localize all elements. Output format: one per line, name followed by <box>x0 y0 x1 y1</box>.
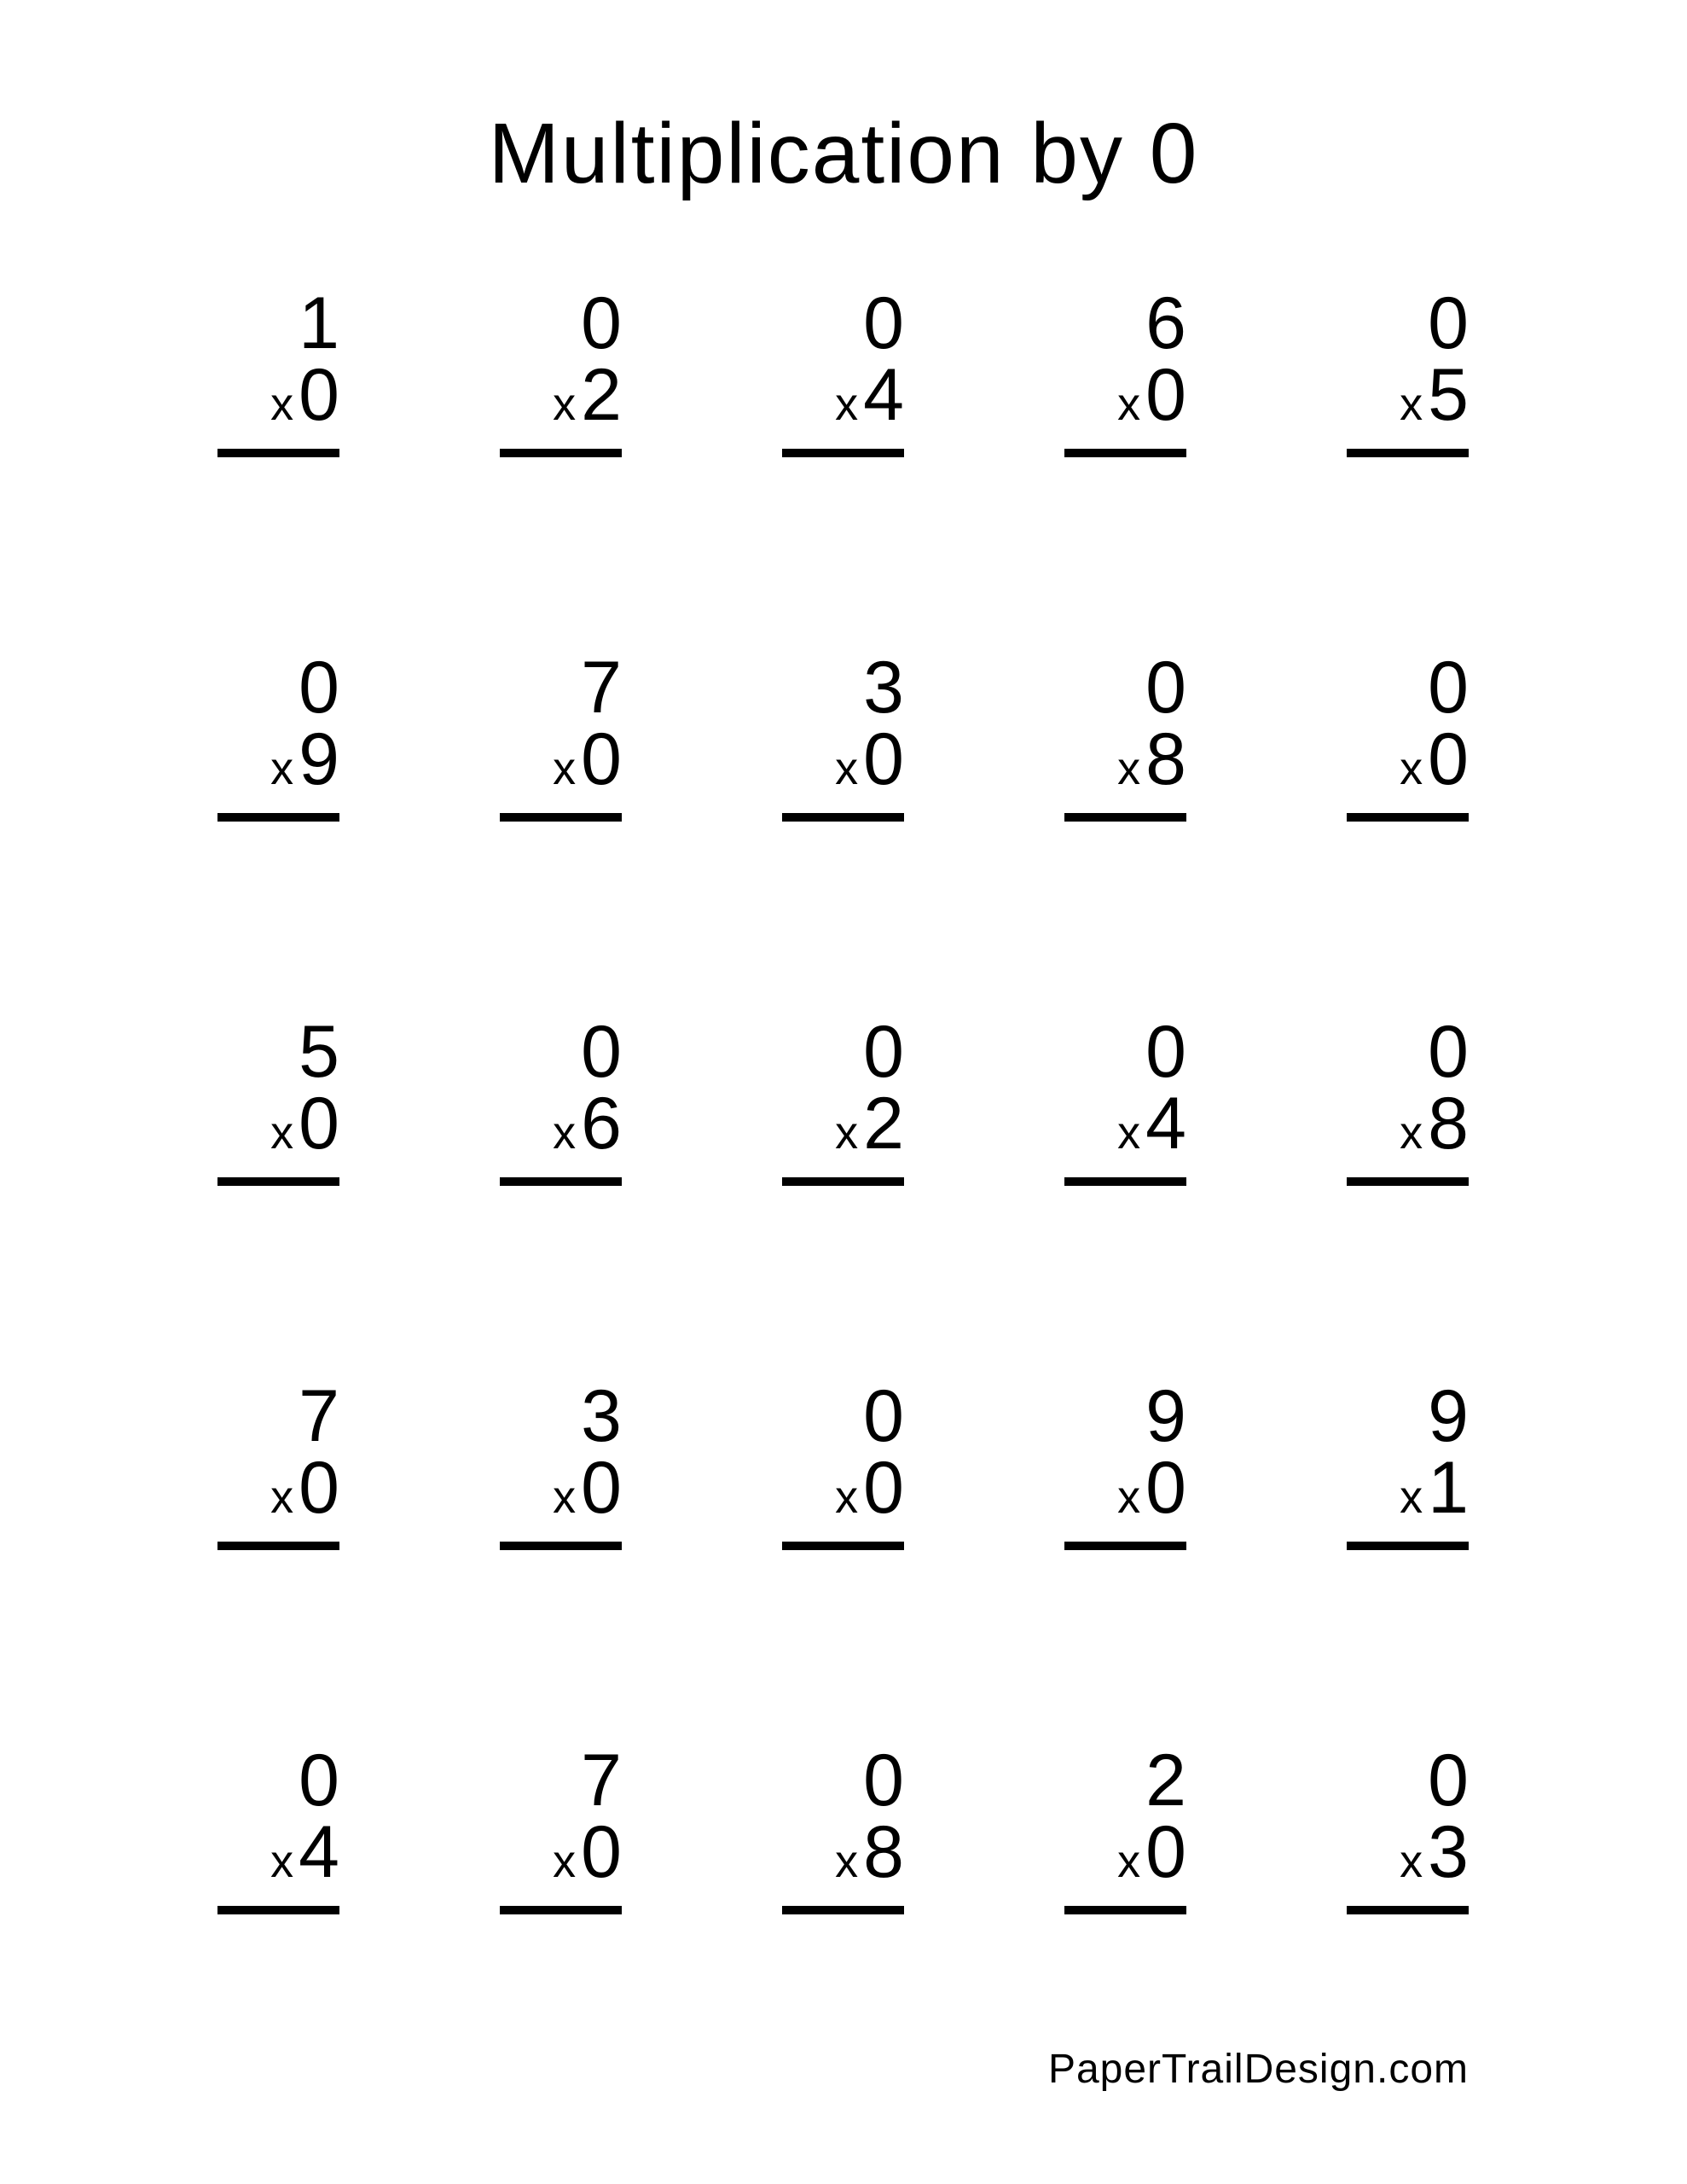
multiplier: 0 <box>299 1447 339 1529</box>
multiply-sign: x <box>835 743 859 794</box>
multiply-sign: x <box>1117 1836 1141 1887</box>
multiplier: 0 <box>1428 718 1469 800</box>
operator-row <box>1347 1083 1469 1169</box>
multiplier: 4 <box>299 1811 339 1893</box>
answer-line <box>500 449 622 457</box>
multiply-sign: x <box>835 1836 859 1887</box>
multiply-sign: x <box>270 379 294 430</box>
multiplication-problem <box>217 647 339 1016</box>
multiplier: 0 <box>581 1811 622 1893</box>
answer-line <box>500 813 622 822</box>
multiplier: 9 <box>299 718 339 800</box>
operator-row <box>782 1447 904 1533</box>
worksheet-title: Multiplication by 0 <box>488 106 1199 201</box>
multiplier: 1 <box>1428 1447 1469 1529</box>
multiply-sign: x <box>1117 379 1141 430</box>
operator-row <box>500 354 622 440</box>
answer-line <box>217 813 339 822</box>
answer-line <box>1347 1906 1469 1914</box>
answer-line <box>500 1542 622 1550</box>
operator-row <box>217 1811 339 1897</box>
answer-line <box>1347 813 1469 822</box>
multiplicand: 0 <box>1145 647 1186 729</box>
operator-row <box>217 718 339 804</box>
multiplication-problem <box>500 1375 622 1745</box>
multiply-sign: x <box>1117 1107 1141 1159</box>
multiplier: 0 <box>581 718 622 800</box>
multiplicand: 5 <box>299 1011 339 1093</box>
multiplicand: 0 <box>1428 647 1469 729</box>
multiplication-problem <box>500 1740 622 2109</box>
multiplier: 0 <box>299 1083 339 1165</box>
multiplier: 0 <box>863 1447 904 1529</box>
multiply-sign: x <box>553 1107 577 1159</box>
multiplier: 3 <box>1428 1811 1469 1893</box>
multiplicand: 0 <box>863 1011 904 1093</box>
multiplicand: 0 <box>863 1740 904 1821</box>
multiplication-problem <box>782 647 904 1016</box>
operator-row <box>782 1083 904 1169</box>
multiplication-problem <box>1347 1011 1469 1380</box>
multiplication-problem <box>1064 647 1186 1016</box>
multiplier: 0 <box>299 354 339 436</box>
multiplicand: 0 <box>1428 282 1469 364</box>
multiplier: 8 <box>1428 1083 1469 1165</box>
multiply-sign: x <box>553 743 577 794</box>
multiplicand: 3 <box>581 1375 622 1457</box>
multiplicand: 6 <box>1145 282 1186 364</box>
multiplicand: 1 <box>299 282 339 364</box>
multiplication-problem <box>782 282 904 652</box>
multiply-sign: x <box>835 379 859 430</box>
multiply-sign: x <box>835 1472 859 1523</box>
answer-line <box>1064 449 1186 457</box>
multiplicand: 0 <box>581 1011 622 1093</box>
multiplicand: 0 <box>1428 1011 1469 1093</box>
multiplicand: 0 <box>581 282 622 364</box>
operator-row <box>1064 1447 1186 1533</box>
answer-line <box>1347 1177 1469 1186</box>
answer-line <box>217 1542 339 1550</box>
multiplicand: 7 <box>581 647 622 729</box>
answer-line <box>217 1177 339 1186</box>
operator-row <box>782 718 904 804</box>
operator-row <box>1064 718 1186 804</box>
operator-row <box>500 1083 622 1169</box>
multiply-sign: x <box>553 379 577 430</box>
multiplicand: 9 <box>1428 1375 1469 1457</box>
multiplier: 0 <box>1145 1447 1186 1529</box>
multiplication-problem <box>217 1375 339 1745</box>
answer-line <box>782 1906 904 1914</box>
multiply-sign: x <box>1400 1472 1423 1523</box>
problems-grid <box>217 282 1469 2109</box>
answer-line <box>1347 1542 1469 1550</box>
multiplication-problem <box>217 1740 339 2109</box>
multiplication-problem <box>782 1740 904 2109</box>
answer-line <box>500 1177 622 1186</box>
operator-row <box>500 1447 622 1533</box>
multiplicand: 2 <box>1145 1740 1186 1821</box>
multiplicand: 9 <box>1145 1375 1186 1457</box>
multiplication-problem <box>217 1011 339 1380</box>
multiplier: 8 <box>863 1811 904 1893</box>
operator-row <box>217 1083 339 1169</box>
multiply-sign: x <box>835 1107 859 1159</box>
operator-row <box>1064 1083 1186 1169</box>
answer-line <box>782 449 904 457</box>
answer-line <box>217 449 339 457</box>
multiplier: 0 <box>863 718 904 800</box>
multiplication-problem <box>782 1375 904 1745</box>
multiplicand: 3 <box>863 647 904 729</box>
multiplicand: 0 <box>299 1740 339 1821</box>
multiplier: 6 <box>581 1083 622 1165</box>
multiplier: 2 <box>581 354 622 436</box>
multiplier: 8 <box>1145 718 1186 800</box>
multiplier: 0 <box>1145 354 1186 436</box>
operator-row <box>1347 1447 1469 1533</box>
answer-line <box>500 1906 622 1914</box>
multiply-sign: x <box>270 1836 294 1887</box>
answer-line <box>782 1177 904 1186</box>
multiplicand: 7 <box>299 1375 339 1457</box>
multiplicand: 0 <box>863 1375 904 1457</box>
multiplication-problem <box>1347 647 1469 1016</box>
operator-row <box>500 718 622 804</box>
multiplier: 4 <box>1145 1083 1186 1165</box>
multiply-sign: x <box>270 743 294 794</box>
footer-credit: PaperTrailDesign.com <box>1047 2047 1469 2092</box>
multiplier: 4 <box>863 354 904 436</box>
answer-line <box>782 1542 904 1550</box>
operator-row <box>1064 354 1186 440</box>
answer-line <box>1347 449 1469 457</box>
multiplicand: 0 <box>299 647 339 729</box>
multiplication-problem <box>1347 1375 1469 1745</box>
multiply-sign: x <box>1400 1836 1423 1887</box>
answer-line <box>217 1906 339 1914</box>
multiply-sign: x <box>270 1472 294 1523</box>
operator-row <box>217 1447 339 1533</box>
operator-row <box>782 1811 904 1897</box>
multiply-sign: x <box>1400 743 1423 794</box>
multiplication-problem <box>500 647 622 1016</box>
multiplier: 5 <box>1428 354 1469 436</box>
multiply-sign: x <box>1400 1107 1423 1159</box>
multiplier: 2 <box>863 1083 904 1165</box>
operator-row <box>1347 718 1469 804</box>
operator-row <box>500 1811 622 1897</box>
multiplication-problem <box>782 1011 904 1380</box>
operator-row <box>217 354 339 440</box>
multiplier: 0 <box>1145 1811 1186 1893</box>
multiply-sign: x <box>270 1107 294 1159</box>
multiplication-problem <box>1347 282 1469 652</box>
answer-line <box>1064 1542 1186 1550</box>
operator-row <box>1064 1811 1186 1897</box>
multiplicand: 0 <box>1428 1740 1469 1821</box>
operator-row <box>1347 1811 1469 1897</box>
multiplicand: 0 <box>1145 1011 1186 1093</box>
multiply-sign: x <box>1400 379 1423 430</box>
answer-line <box>782 813 904 822</box>
multiply-sign: x <box>1117 1472 1141 1523</box>
multiplier: 0 <box>581 1447 622 1529</box>
operator-row <box>1347 354 1469 440</box>
answer-line <box>1064 1177 1186 1186</box>
multiplication-problem <box>217 282 339 652</box>
multiplication-problem <box>1064 1011 1186 1380</box>
multiplication-problem <box>1064 282 1186 652</box>
multiply-sign: x <box>553 1472 577 1523</box>
multiplication-problem <box>500 282 622 652</box>
multiplicand: 0 <box>863 282 904 364</box>
multiply-sign: x <box>1117 743 1141 794</box>
operator-row <box>782 354 904 440</box>
answer-line <box>1064 813 1186 822</box>
multiplicand: 7 <box>581 1740 622 1821</box>
multiply-sign: x <box>553 1836 577 1887</box>
multiplication-problem <box>500 1011 622 1380</box>
answer-line <box>1064 1906 1186 1914</box>
multiplication-problem <box>1064 1375 1186 1745</box>
